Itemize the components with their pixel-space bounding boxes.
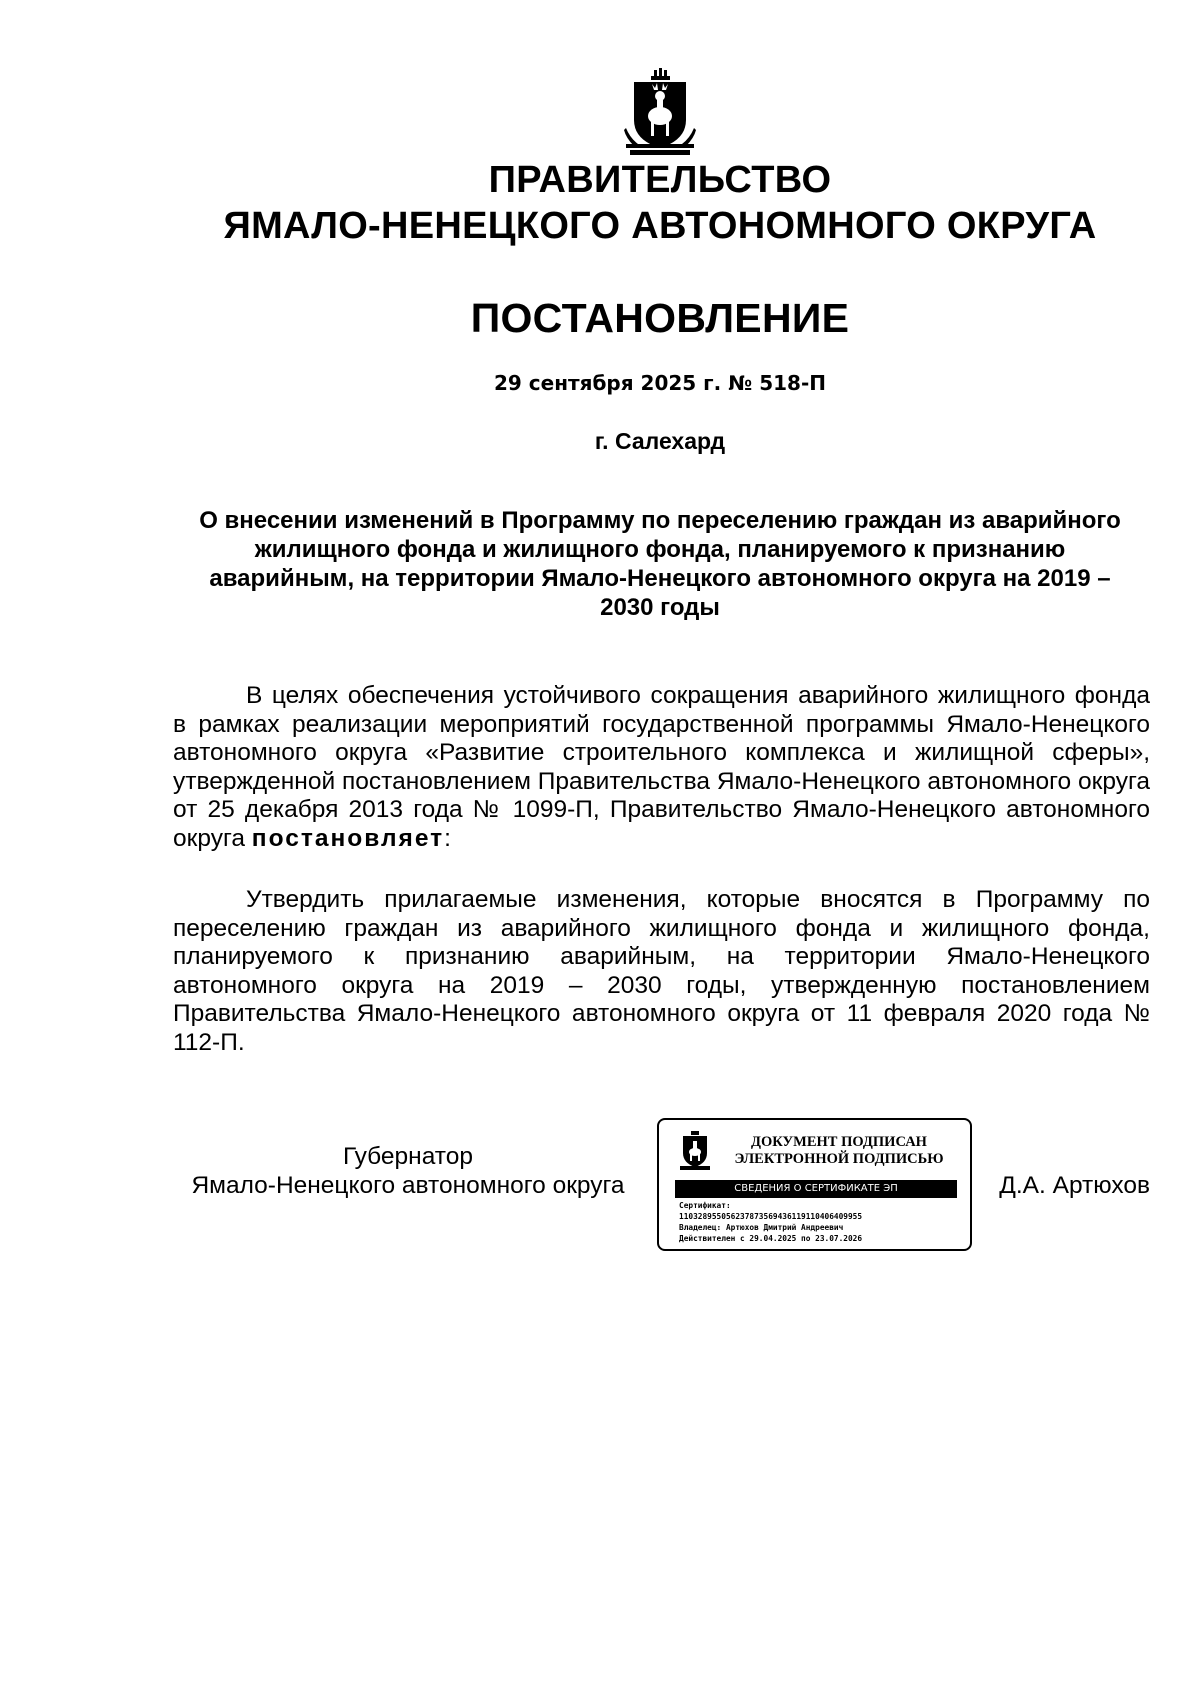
body-paragraph-2: Утвердить прилагаемые изменения, которые вносятся в Программу по переселению граждан из аварийного жилищного фонда и жилищного фонда, планируемого к признанию аварийным, на территории Ямало-Ненецкого автономного округа на 2019 – 2030 годы, утвержденную постановлением Правительства Ямало-Ненецкого автономного округа от 11 февраля 2020 года № 112-П. [173, 886, 1150, 1056]
stamp-heading-line1: ДОКУМЕНТ ПОДПИСАН [751, 1134, 927, 1150]
government-subtitle: ЯМАЛО-НЕНЕЦКОГО АВТОНОМНОГО ОКРУГА [223, 205, 1097, 247]
signer-name: Д.А. Артюхов [999, 1172, 1150, 1199]
certificate-details [679, 1200, 964, 1244]
date-number: 29 сентября 2025 г. № 518-П [493, 371, 826, 395]
signer-position-line2: Ямало-Ненецкого автономного округа [191, 1172, 625, 1199]
city: г. Салехард [594, 428, 726, 454]
coat-of-arms-icon [624, 68, 696, 156]
certificate-owner: Владелец: Артюхов Дмитрий Андреевич [679, 1223, 844, 1232]
document-subject: О внесении изменений в Программу по переселению граждан из аварийного жилищного фонда и жилищного фонда, планируемого к признанию аварийным, на территории Ямало-Ненецкого автономного округа на 2019 – 2030 годы [199, 507, 1121, 621]
decree-keyword: постановляет [251, 824, 445, 852]
stamp-heading [719, 1134, 959, 1168]
government-title: ПРАВИТЕЛЬСТВО [488, 159, 832, 201]
signer-position-line1: Губернатор [343, 1143, 473, 1170]
paragraph-text: В целях обеспечения устойчивого сокращения аварийного жилищного фонда в рамках реализации мероприятий государственной программы Ямало-Ненецкого автономного округа «Развитие строительного комплекса и жилищной сферы», утвержденной постановлением Правительства Ямало-Ненецкого автономного округа от 25 декабря 2013 года № 1099-П, Правительство Ямало-Ненецкого автономного округа [173, 682, 1150, 852]
signer-position [173, 1142, 643, 1200]
paragraph-end: : [444, 824, 451, 852]
certificate-number: 110328955056237873569436119110406409955 [679, 1212, 863, 1221]
electronic-signature-stamp [657, 1118, 972, 1251]
document-type: ПОСТАНОВЛЕНИЕ [470, 295, 850, 341]
certificate-validity: Действителен с 29.04.2025 по 23.07.2026 [679, 1234, 863, 1243]
stamp-heading-line2: ЭЛЕКТРОННОЙ ПОДПИСЬЮ [734, 1151, 944, 1167]
certificate-label: Сертификат: [679, 1201, 731, 1210]
coat-of-arms-icon [680, 1131, 710, 1171]
body-paragraph-1 [173, 682, 1150, 854]
certificate-info-bar: СВЕДЕНИЯ О СЕРТИФИКАТЕ ЭП [675, 1180, 957, 1198]
